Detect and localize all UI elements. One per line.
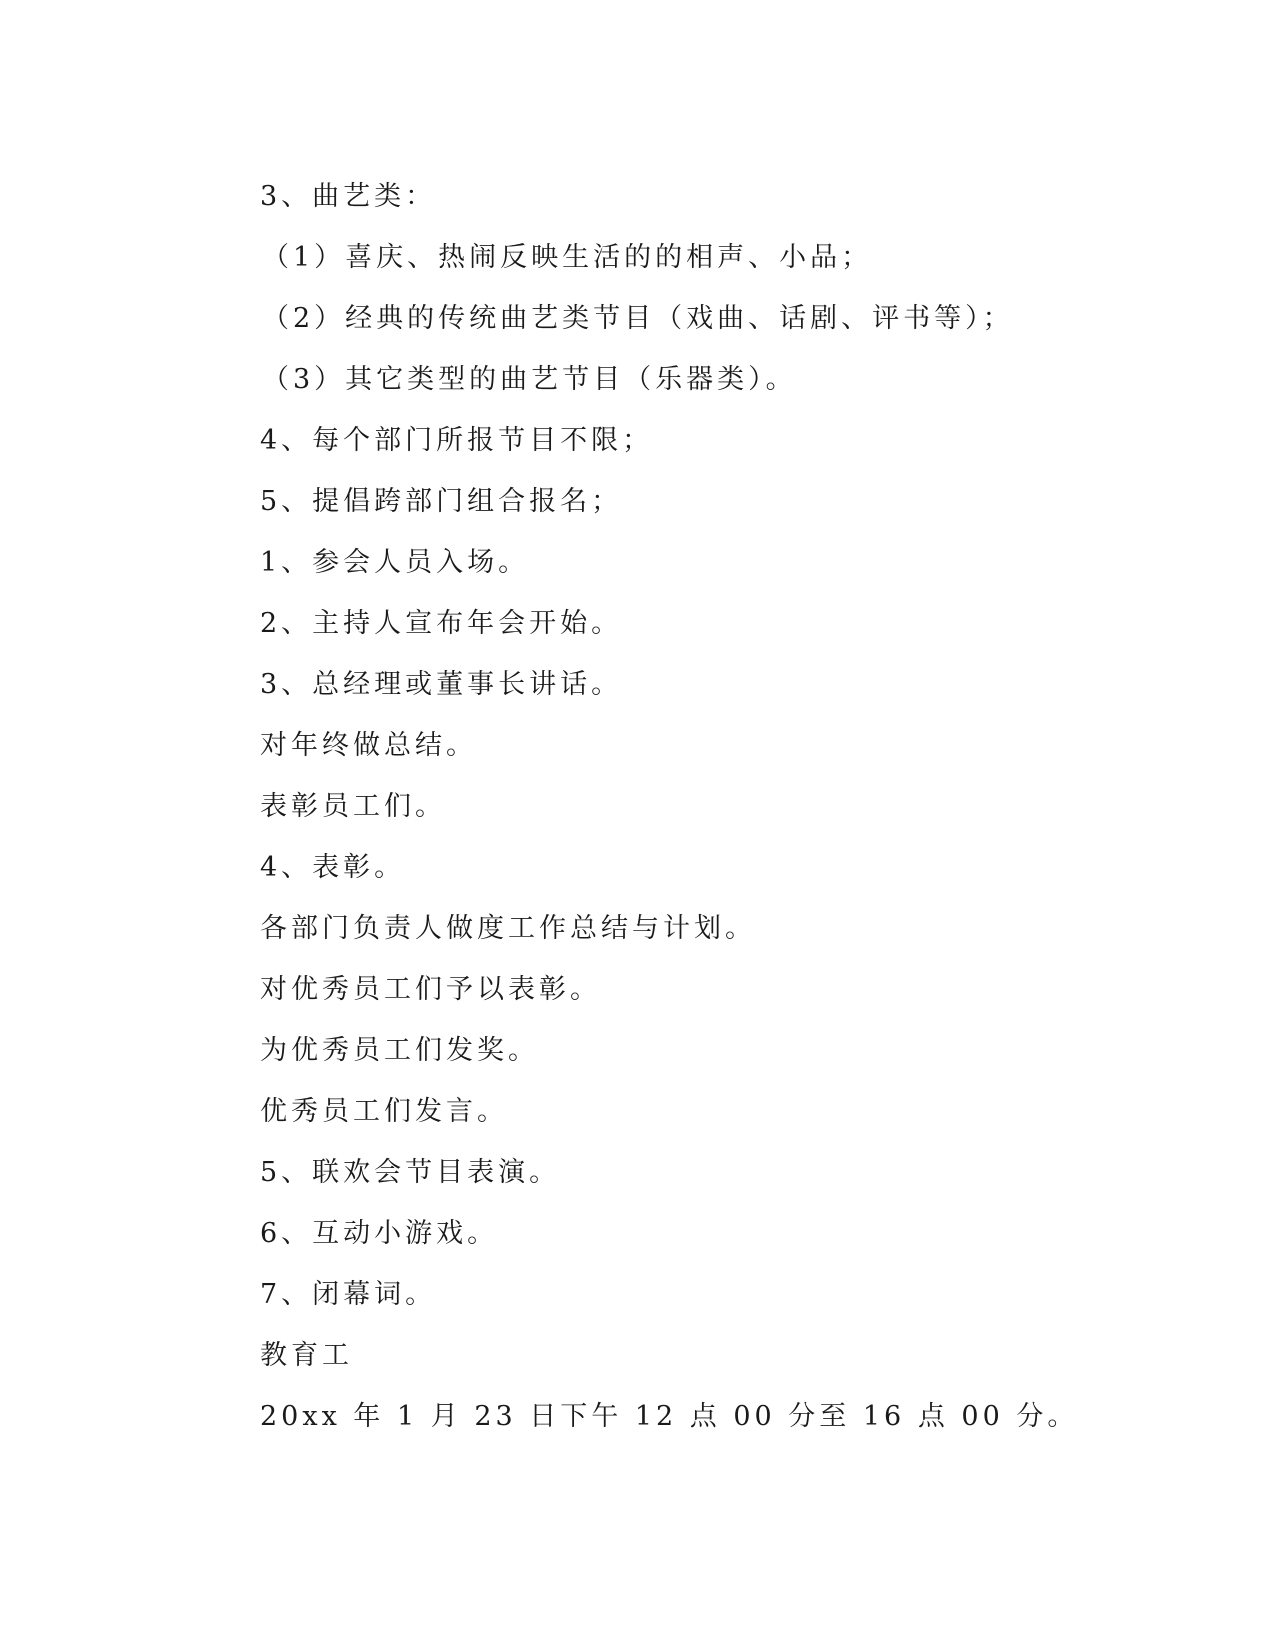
text-line: 7、闭幕词。 — [260, 1279, 437, 1310]
text-line: （2）经典的传统曲艺类节目（戏曲、话剧、评书等）； — [262, 303, 1014, 334]
text-line: 教育工 — [260, 1340, 353, 1371]
text-line: 2、主持人宣布年会开始。 — [260, 608, 623, 639]
text-line: 1、参会人员入场。 — [260, 547, 530, 578]
text-line: 对优秀员工们予以表彰。 — [260, 974, 601, 1005]
text-line: 各部门负责人做度工作总结与计划。 — [260, 913, 756, 944]
text-line: 对年终做总结。 — [260, 730, 477, 761]
text-line: 5、提倡跨部门组合报名； — [260, 486, 623, 517]
text-line: 3、总经理或董事长讲话。 — [260, 669, 623, 700]
text-line: 为优秀员工们发奖。 — [260, 1035, 539, 1066]
text-line: 表彰员工们。 — [260, 791, 446, 822]
text-line: 6、互动小游戏。 — [260, 1218, 499, 1249]
text-line: 5、联欢会节目表演。 — [260, 1157, 561, 1188]
text-line: 3、曲艺类： — [260, 181, 437, 212]
text-line: （1）喜庆、热闹反映生活的的相声、小品； — [262, 242, 873, 273]
text-line: 优秀员工们发言。 — [260, 1096, 508, 1127]
text-line: 4、每个部门所报节目不限； — [260, 425, 654, 456]
text-line: （3）其它类型的曲艺节目（乐器类）。 — [262, 364, 797, 395]
text-line: 4、表彰。 — [260, 852, 406, 883]
text-line: 20xx 年 1 月 23 日下午 12 点 00 分至 16 点 00 分。 — [260, 1401, 1079, 1432]
document-body — [260, 166, 1079, 1447]
